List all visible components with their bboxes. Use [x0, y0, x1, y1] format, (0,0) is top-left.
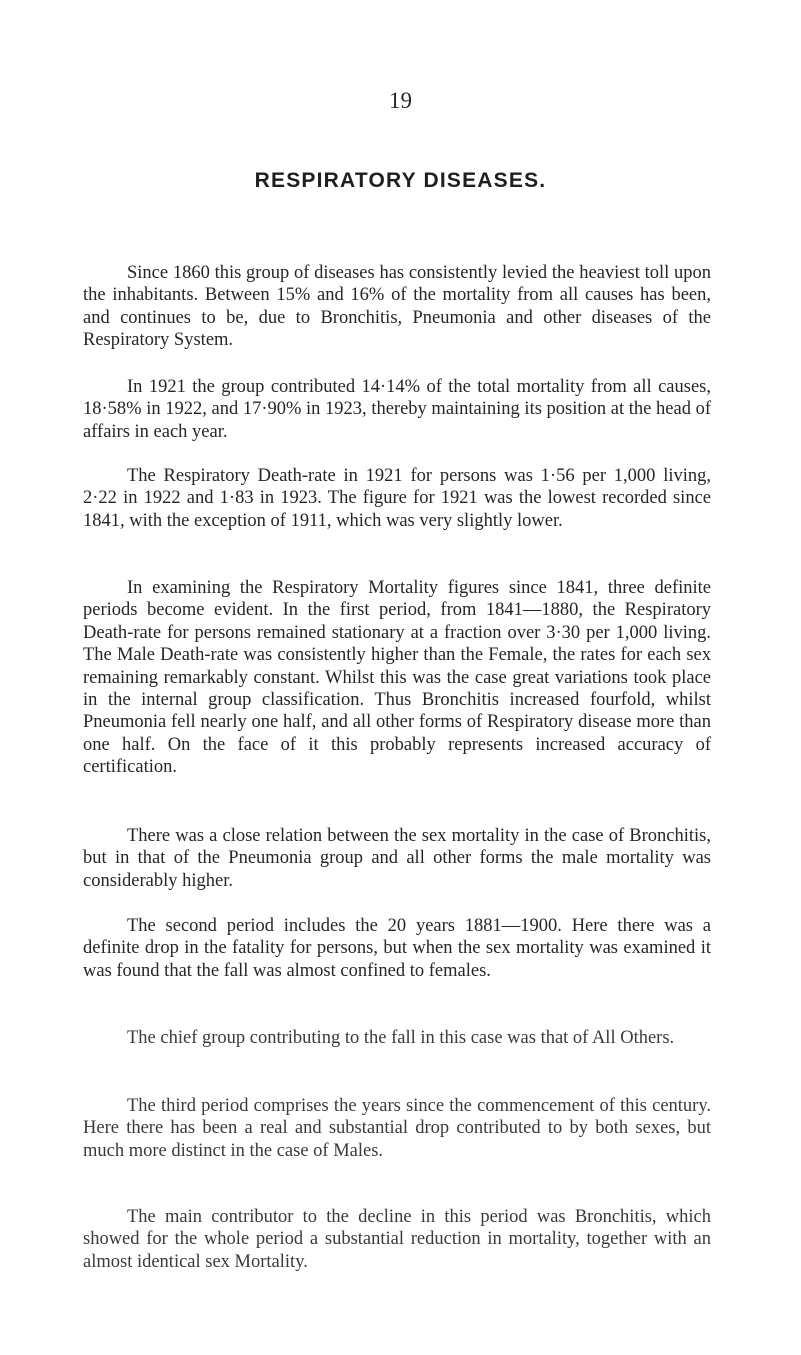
page-number: 19 [389, 88, 412, 113]
paragraph-8: The third period comprises the years since the commencement of this century. Here there has been a real and substantial drop contributed to by both sexes, but much more distinct in the case of Males. [83, 1096, 711, 1161]
paragraph-4: In examining the Respiratory Mortality figures since 1841, three definite periods become evident. In the first period, from 1841—1880, the Respiratory Death-rate for persons remained stationary at a fraction over 3·30 per 1,000 living. The Male Death-rate was consistently higher than the Female, the rates for each sex remaining remarkably constant. Whilst this was the case great variations took place in the internal group classification. Thus Bronchitis increased fourfold, whilst Pneumonia fell nearly one half, and all other forms of Respiratory disease more than one half. On the face of it this probably represents increased accuracy of certification. [83, 578, 711, 778]
paragraph-6: The second period includes the 20 years 1881—1900. Here there was a definite drop in the fatality for persons, but when the sex mortality was examined it was found that the fall was almost confined to females. [83, 916, 711, 981]
section-heading: RESPIRATORY DISEASES. [254, 169, 547, 192]
paragraph-7: The chief group contributing to the fall in this case was that of All Others. [127, 1028, 675, 1048]
paragraph-9: The main contributor to the decline in this period was Bronchitis, which showed for the whole period a substantial reduction in mortality, together with an almost identical sex Mortality. [83, 1207, 711, 1272]
paragraph-3: The Respiratory Death-rate in 1921 for persons was 1·56 per 1,000 living, 2·22 in 1922 and 1·83 in 1923. The figure for 1921 was the lowest recorded since 1841, with the exception of 1911, which was very slightly lower. [83, 466, 711, 531]
paragraph-5: There was a close relation between the sex mortality in the case of Bronchitis, but in that of the Pneumonia group and all other forms the male mortality was considerably higher. [83, 826, 711, 891]
paragraph-2: In 1921 the group contributed 14·14% of the total mortality from all causes, 18·58% in 1922, and 17·90% in 1923, thereby maintaining its position at the head of affairs in each year. [83, 377, 711, 442]
paragraph-1: Since 1860 this group of diseases has consistently levied the heaviest toll upon the inhabitants. Between 15% and 16% of the mortality from all causes has been, and continues to be, due to Bronchitis, Pneumonia and other diseases of the Respiratory System. [83, 263, 711, 351]
